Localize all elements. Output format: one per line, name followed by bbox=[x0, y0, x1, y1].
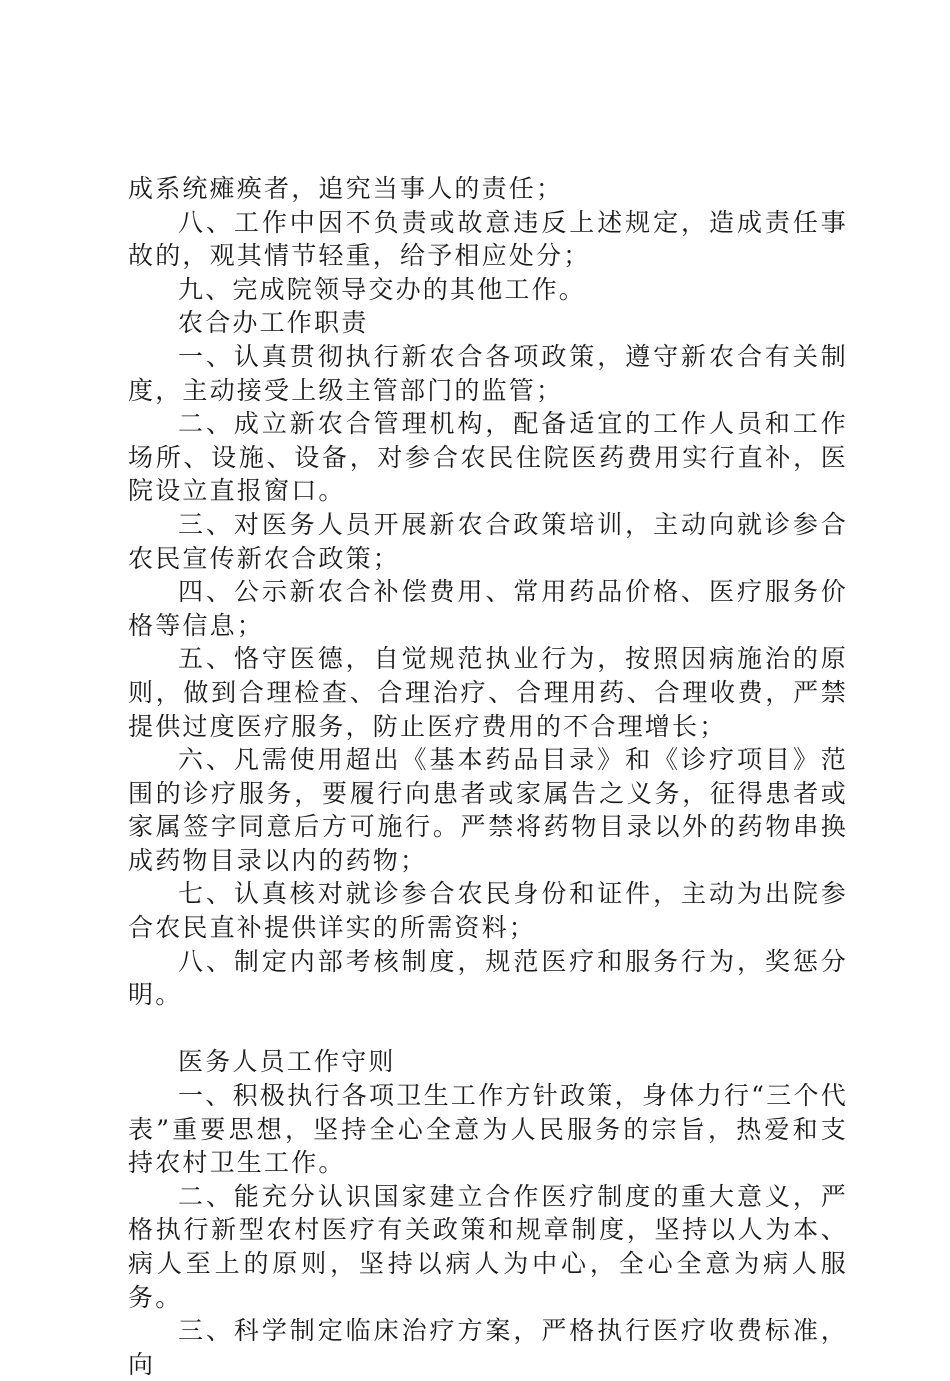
paragraph-duty-8: 八、制定内部考核制度，规范医疗和服务行为，奖惩分明。 bbox=[128, 946, 848, 1010]
blank-line bbox=[128, 1012, 848, 1046]
paragraph-duty-7: 七、认真核对就诊参合农民身份和证件，主动为出院参合农民直补提供详实的所需资料； bbox=[128, 879, 848, 943]
paragraph-duty-4: 四、公示新农合补偿费用、常用药品价格、医疗服务价格等信息； bbox=[128, 577, 848, 640]
paragraph-duty-5: 五、恪守医德，自觉规范执业行为，按照因病施治的原则，做到合理检查、合理治疗、合理用药、合理收费，严禁提供过度医疗服务，防止医疗费用的不合理增长； bbox=[128, 644, 848, 741]
paragraph-duty-6: 六、凡需使用超出《基本药品目录》和《诊疗项目》范围的诊疗服务，要履行向患者或家属告之义务，征得患者或家属签字同意后方可施行。严禁将药物目录以外的药物串换成药物目录以内的药物； bbox=[128, 745, 848, 875]
paragraph-rule-2: 二、能充分认识国家建立合作医疗制度的重大意义，严格执行新型农村医疗有关政策和规章制度，坚持以人为本、病人至上的原则，坚持以病人为中心，全心全意为病人服务。 bbox=[128, 1181, 848, 1312]
paragraph-item-8: 八、工作中因不负责或故意违反上述规定，造成责任事故的，观其情节轻重，给予相应处分； bbox=[128, 207, 848, 271]
paragraph-item-9: 九、完成院领导交办的其他工作。 bbox=[178, 274, 587, 304]
paragraph-duty-2: 二、成立新农合管理机构，配备适宜的工作人员和工作场所、设施、设备，对参合农民住院医药费用实行直补，医院设立直报窗口。 bbox=[128, 409, 848, 506]
paragraph-duty-1: 一、认真贯彻执行新农合各项政策，遵守新农合有关制度，主动接受上级主管部门的监管； bbox=[128, 341, 848, 405]
paragraph-rule-1: 一、积极执行各项卫生工作方针政策，身体力行“三个代表”重要思想，坚持全心全意为人民服务的宗旨，热爱和支持农村卫生工作。 bbox=[128, 1081, 848, 1178]
document-body bbox=[128, 172, 848, 1381]
section-heading-staff-code: 医务人员工作守则 bbox=[178, 1047, 396, 1077]
paragraph-duty-3: 三、对医务人员开展新农合政策培训，主动向就诊参合农民宣传新农合政策； bbox=[128, 509, 848, 573]
paragraph-continued: 成系统瘫痪者，追究当事人的责任； bbox=[128, 174, 564, 203]
paragraph-rule-3: 三、科学制定临床治疗方案，严格执行医疗收费标准，向 bbox=[128, 1316, 848, 1379]
section-heading-ncms-office: 农合办工作职责 bbox=[178, 308, 369, 338]
